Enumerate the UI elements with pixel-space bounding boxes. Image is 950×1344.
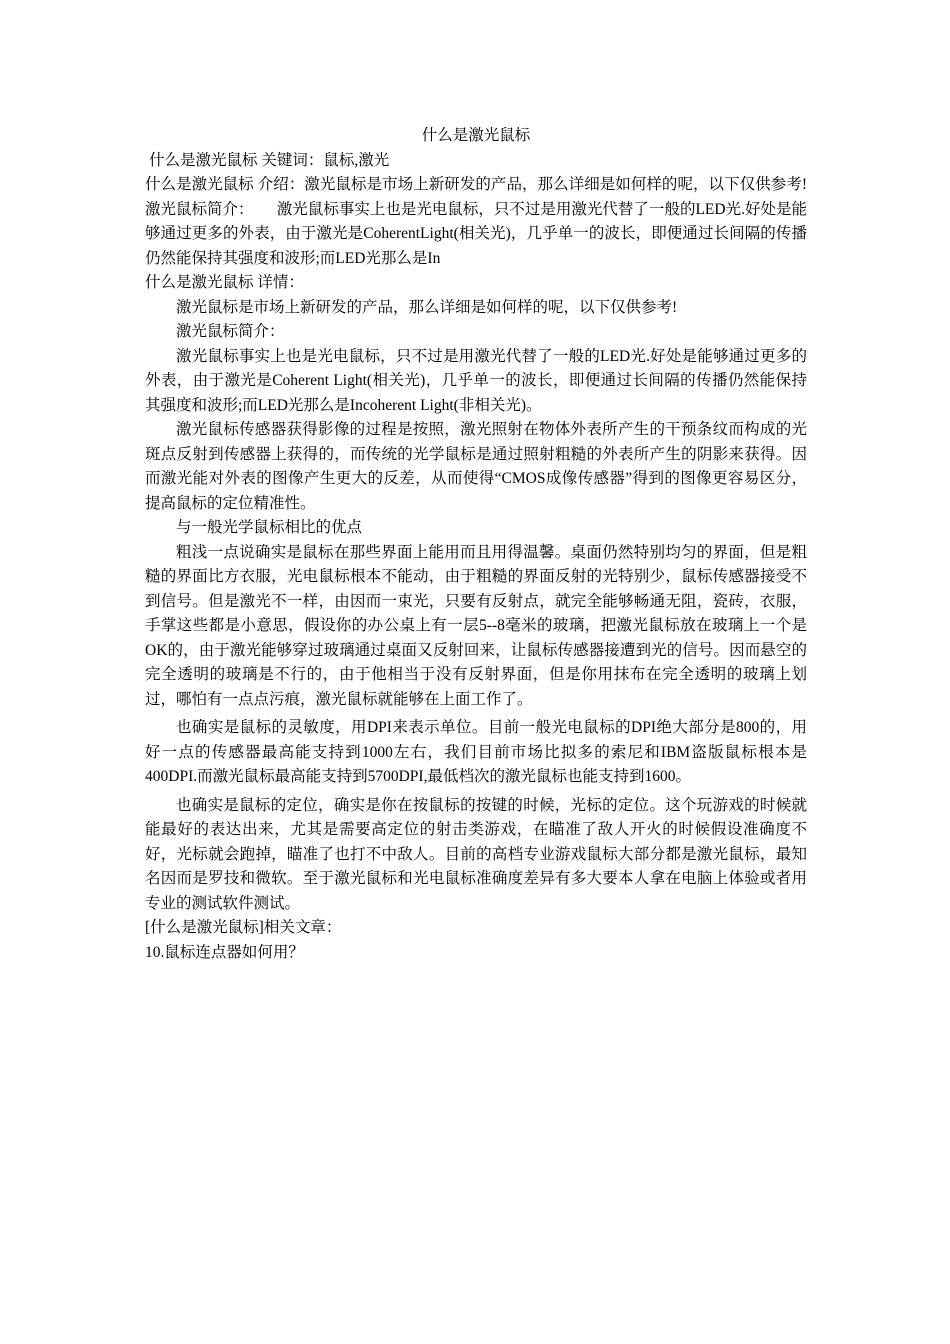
details-heading: 什么是激光鼠标 详情： bbox=[145, 274, 304, 291]
document-page bbox=[145, 124, 839, 965]
intro-paragraph: 什么是激光鼠标 介绍：激光鼠标是市场上新研发的产品，那么详细是如何样的呢，以下仅供参考! 激光鼠标简介： 激光鼠标事实上也是光电鼠标，只不过是用激光代替了一般的LED光.好处是能够通过更多的外表，由于激光是CoherentLight(相关光)，几乎单一的波长，即便通过长间隔的传播仍然能保持其强度和波形;而LED光那么是In bbox=[145, 176, 839, 267]
body-paragraph-5: 也确实是鼠标的灵敏度，用DPI来表示单位。目前一般光电鼠标的DPI绝大部分是800的，用好一点的传感器最高能支持到1000左右，我们目前市场比拟多的索尼和IBM盗版鼠标根本是400DPI.而激光鼠标最高能支持到5700DPI,最低档次的激光鼠标也能支持到1600。 bbox=[145, 719, 807, 785]
related-link[interactable]: 10.鼠标连点器如何用？ bbox=[145, 943, 304, 961]
body-paragraph-1: 激光鼠标是市场上新研发的产品，那么详细是如何样的呢，以下仅供参考! bbox=[176, 298, 678, 316]
body-paragraph-2: 激光鼠标事实上也是光电鼠标，只不过是用激光代替了一般的LED光.好处是能够通过更多的外表，由于激光是Coherent Light(相关光)，几乎单一的波长，即便通过长间隔的传播仍然能保持其强度和波形;而LED光那么是Incoherent Light(非相关光)。 bbox=[145, 347, 807, 414]
keywords-line: 什么是激光鼠标 关键词：鼠标,激光 bbox=[149, 151, 390, 169]
related-heading: [什么是激光鼠标]相关文章： bbox=[145, 919, 342, 936]
document-title: 什么是激光鼠标 bbox=[421, 127, 531, 144]
body-paragraph-6: 也确实是鼠标的定位，确实是你在按鼠标的按键的时候，光标的定位。这个玩游戏的时候就能最好的表达出来，尤其是需要高定位的射击类游戏，在瞄准了敌人开火的时候假设准确度不好，光标就会跑掉，瞄准了也打不中敌人。目前的高档专业游戏鼠标大部分都是激光鼠标，最知名因而是罗技和微软。至于激光鼠标和光电鼠标准确度差异有多大要本人拿在电脑上体验或者用专业的测试软件测试。 bbox=[145, 796, 807, 912]
body-paragraph-4: 粗浅一点说确实是鼠标在那些界面上能用而且用得温馨。桌面仍然特别均匀的界面，但是粗糙的界面比方衣服，光电鼠标根本不能动，由于粗糙的界面反射的光特别少，鼠标传感器接受不到信号。但是激光不一样，由因而一束光，只要有反射点，就完全能够畅通无阻，瓷砖，衣服，手掌这些都是小意思，假设你的办公桌上有一层5--8毫米的玻璃，把激光鼠标放在玻璃上一个是OK的，由于激光能够穿过玻璃通过桌面又反射回来，让鼠标传感器接遭到光的信号。因而悬空的完全透明的玻璃是不行的，由于他相当于没有反射界面，但是你用抹布在完全透明的玻璃上划过，哪怕有一点点污痕，激光鼠标就能够在上面工作了。 bbox=[145, 543, 807, 708]
body-paragraph-3: 激光鼠标传感器获得影像的过程是按照，激光照射在物体外表所产生的干预条纹而构成的光斑点反射到传感器上获得的，而传统的光学鼠标是通过照射粗糙的外表所产生的阴影来获得。因而激光能对外表的图像产生更大的反差，从而使得“CMOS成像传感器”得到的图像更容易区分，提高鼠标的定位精准性。 bbox=[145, 421, 807, 512]
section-heading-intro: 激光鼠标简介： bbox=[176, 323, 285, 340]
section-heading-advantages: 与一般光学鼠标相比的优点 bbox=[176, 519, 363, 536]
